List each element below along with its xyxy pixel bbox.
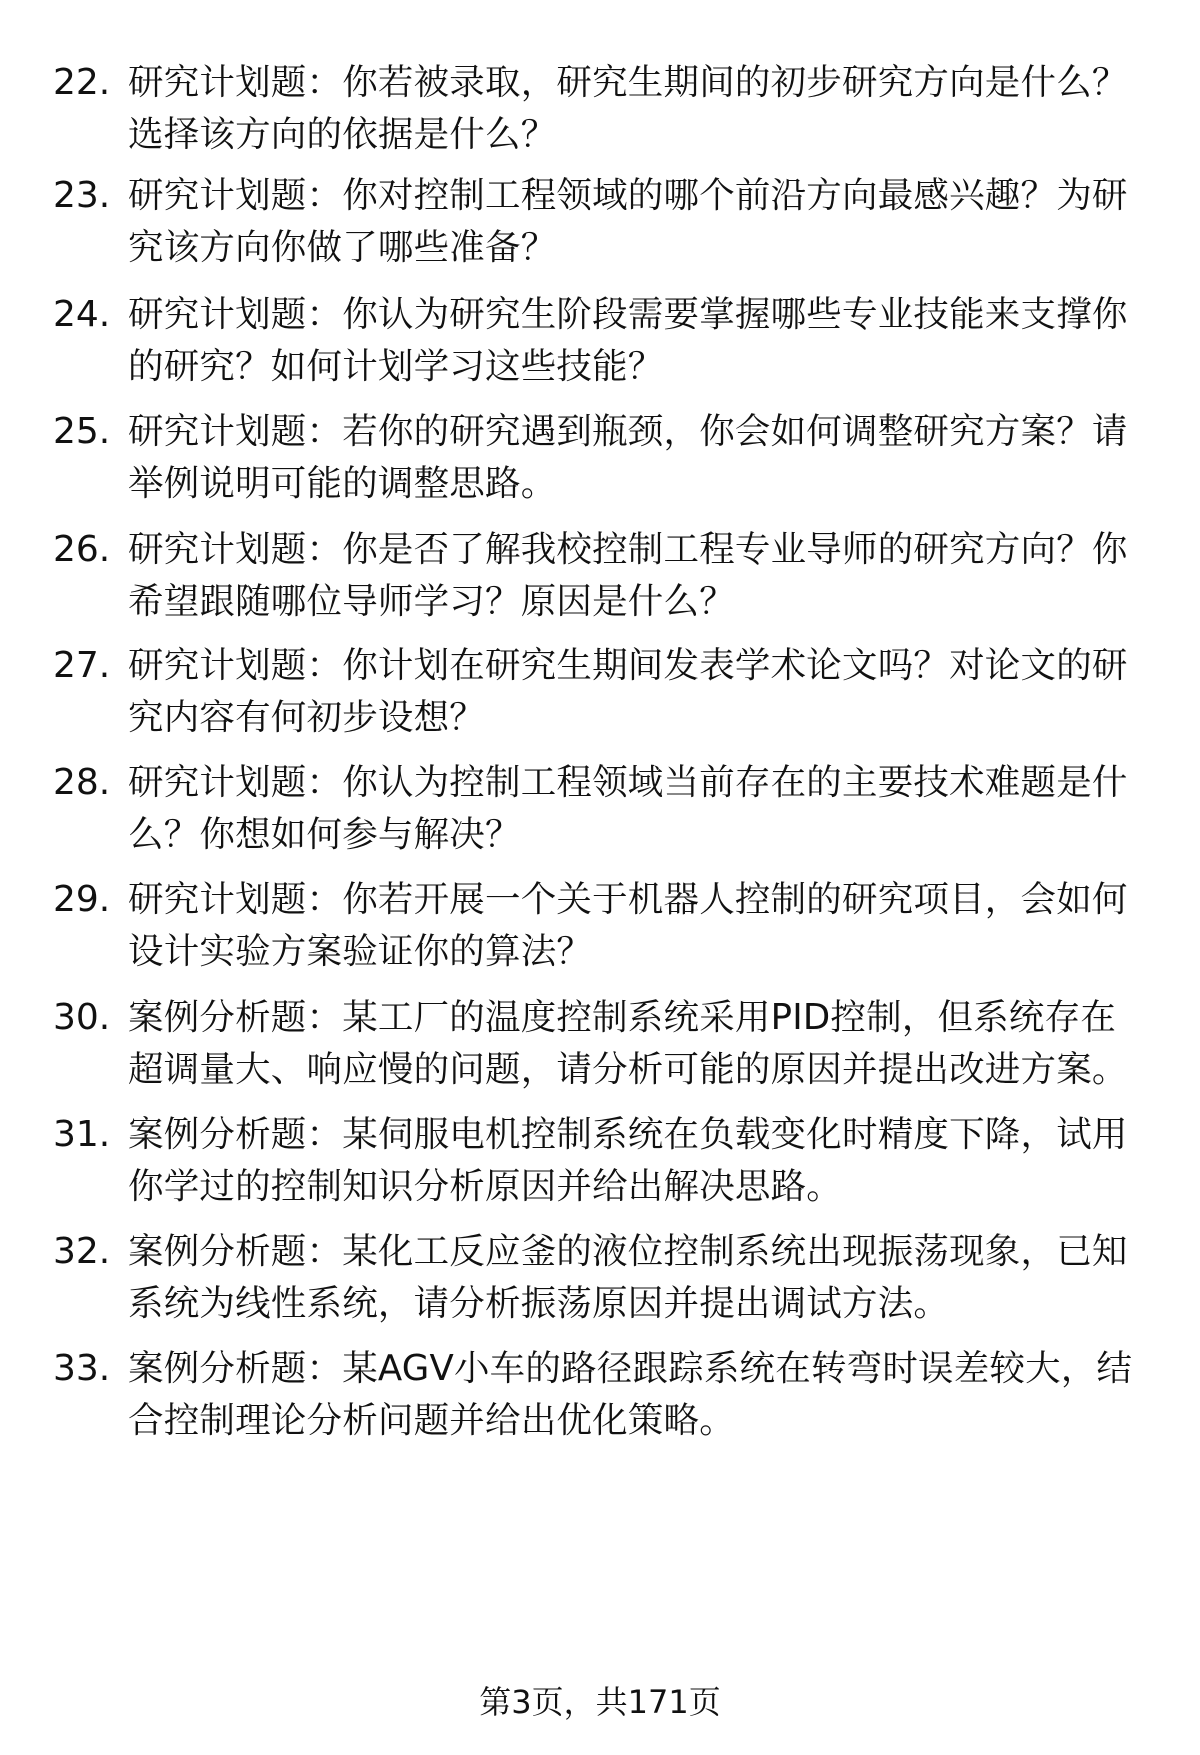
question-text: 案例分析题：某伺服电机控制系统在负载变化时精度下降，试用你学过的控制知识分析原因并给出解决思路。 [128, 1114, 1128, 1207]
question-item [0, 1343, 1200, 1453]
page-number: 第3页，共171页 [479, 1683, 721, 1721]
question-number: 27. [53, 645, 111, 686]
question-number: 26. [53, 529, 111, 570]
question-item [0, 406, 1200, 516]
question-text: 研究计划题：你认为研究生阶段需要掌握哪些专业技能来支撑你的研究？如何计划学习这些技能？ [128, 294, 1128, 387]
question-text: 研究计划题：你是否了解我校控制工程专业导师的研究方向？你希望跟随哪位导师学习？原因是什么？ [128, 529, 1128, 622]
question-item [0, 757, 1200, 867]
question-number: 22. [53, 62, 111, 103]
question-text: 案例分析题：某化工反应釜的液位控制系统出现振荡现象，已知系统为线性系统，请分析振荡原因并提出调试方法。 [128, 1231, 1128, 1324]
question-item [0, 289, 1200, 399]
question-item [0, 1226, 1200, 1336]
question-item [0, 524, 1200, 634]
question-number: 32. [53, 1231, 111, 1272]
question-text: 研究计划题：你若开展一个关于机器人控制的研究项目，会如何设计实验方案验证你的算法？ [128, 879, 1128, 972]
question-number: 24. [53, 294, 111, 335]
question-number: 31. [53, 1114, 111, 1155]
question-text: 研究计划题：你计划在研究生期间发表学术论文吗？对论文的研究内容有何初步设想？ [128, 645, 1128, 738]
question-item [0, 57, 1200, 167]
question-text: 案例分析题：某AGV小车的路径跟踪系统在转弯时误差较大，结合控制理论分析问题并给出优化策略。 [128, 1348, 1133, 1441]
question-item [0, 640, 1200, 750]
question-number: 29. [53, 879, 111, 920]
question-item [0, 1109, 1200, 1219]
question-item [0, 874, 1200, 984]
question-number: 30. [53, 997, 111, 1038]
question-text: 研究计划题：你对控制工程领域的哪个前沿方向最感兴趣？为研究该方向你做了哪些准备？ [128, 175, 1128, 268]
question-number: 33. [53, 1348, 111, 1389]
question-text: 研究计划题：若你的研究遇到瓶颈，你会如何调整研究方案？请举例说明可能的调整思路。 [128, 411, 1128, 504]
question-number: 23. [53, 175, 111, 216]
question-item [0, 992, 1200, 1102]
question-text: 研究计划题：你认为控制工程领域当前存在的主要技术难题是什么？你想如何参与解决？ [128, 762, 1128, 855]
question-number: 25. [53, 411, 111, 452]
question-number: 28. [53, 762, 111, 803]
question-text: 研究计划题：你若被录取，研究生期间的初步研究方向是什么？选择该方向的依据是什么？ [128, 62, 1128, 155]
question-text: 案例分析题：某工厂的温度控制系统采用PID控制，但系统存在超调量大、响应慢的问题，请分析可能的原因并提出改进方案。 [128, 997, 1128, 1090]
question-item [0, 170, 1200, 280]
